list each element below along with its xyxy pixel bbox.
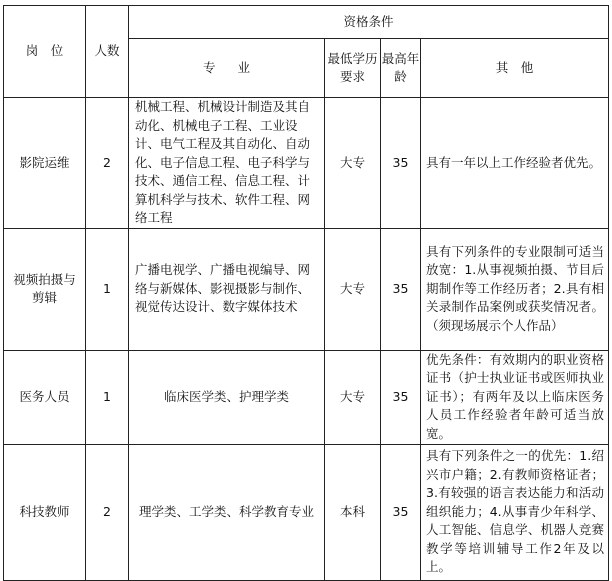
recruitment-table — [3, 5, 609, 581]
header-qualifications: 资格条件 — [129, 6, 609, 39]
cell-education: 本科 — [325, 444, 381, 580]
cell-other: 具有下列条件的专业限制可适当放宽：1.从事视频拍摄、节目后期制作等工作经历者；2.具有相关录制作品案例或获奖情况者。（须现场展示个人作品） — [421, 228, 609, 350]
cell-count: 2 — [86, 444, 129, 580]
cell-position: 影院运维 — [4, 98, 86, 229]
cell-count: 2 — [86, 98, 129, 229]
cell-position: 视频拍摄与剪辑 — [4, 228, 86, 350]
cell-education: 大专 — [325, 98, 381, 229]
cell-major: 理学类、工学类、科学教育专业 — [129, 444, 325, 580]
cell-major: 广播电视学、广播电视编导、网络与新媒体、影视摄影与制作、视觉传达设计、数字媒体技术 — [129, 228, 325, 350]
cell-major: 机械工程、机械设计制造及其自动化、机械电子工程、工业设计、电气工程及其自动化、自动化、电子信息工程、电子科学与技术、通信工程、信息工程、计算机科学与技术、软件工程、网络工程 — [129, 98, 325, 229]
cell-count: 1 — [86, 228, 129, 350]
cell-other: 具有下列条件之一的优先：1.绍兴市户籍；2.有教师资格证者；3.有较强的语言表达能力和活动组织能力；4.从事青少年科学、人工智能、信息学、机器人竞赛教学等培训辅导工作2年及以上。 — [421, 444, 609, 580]
header-max-age: 最高年龄 — [381, 39, 421, 98]
header-major-a: 专 — [202, 59, 216, 75]
cell-position: 医务人员 — [4, 350, 86, 444]
cell-other: 具有一年以上工作经验者优先。 — [421, 98, 609, 229]
cell-education: 大专 — [325, 350, 381, 444]
cell-age: 35 — [381, 444, 421, 580]
header-count: 人数 — [86, 6, 129, 98]
table-row — [4, 444, 609, 580]
cell-other: 优先条件：有效期内的职业资格证书（护士执业证书或医师执业证书）；有两年及以上临床医务人员工作经验者年龄可适当放宽。 — [421, 350, 609, 444]
cell-position: 科技教师 — [4, 444, 86, 580]
header-position: 岗 位 — [4, 6, 86, 98]
cell-major: 临床医学类、护理学类 — [129, 350, 325, 444]
cell-age: 35 — [381, 98, 421, 229]
header-min-education: 最低学历要求 — [325, 39, 381, 98]
cell-education: 大专 — [325, 228, 381, 350]
cell-count: 1 — [86, 350, 129, 444]
table-row — [4, 228, 609, 350]
table-row — [4, 350, 609, 444]
cell-age: 35 — [381, 228, 421, 350]
cell-age: 35 — [381, 350, 421, 444]
header-major-b: 业 — [237, 59, 251, 75]
header-major — [129, 39, 325, 98]
header-other: 其 他 — [421, 39, 609, 98]
table-row — [4, 98, 609, 229]
